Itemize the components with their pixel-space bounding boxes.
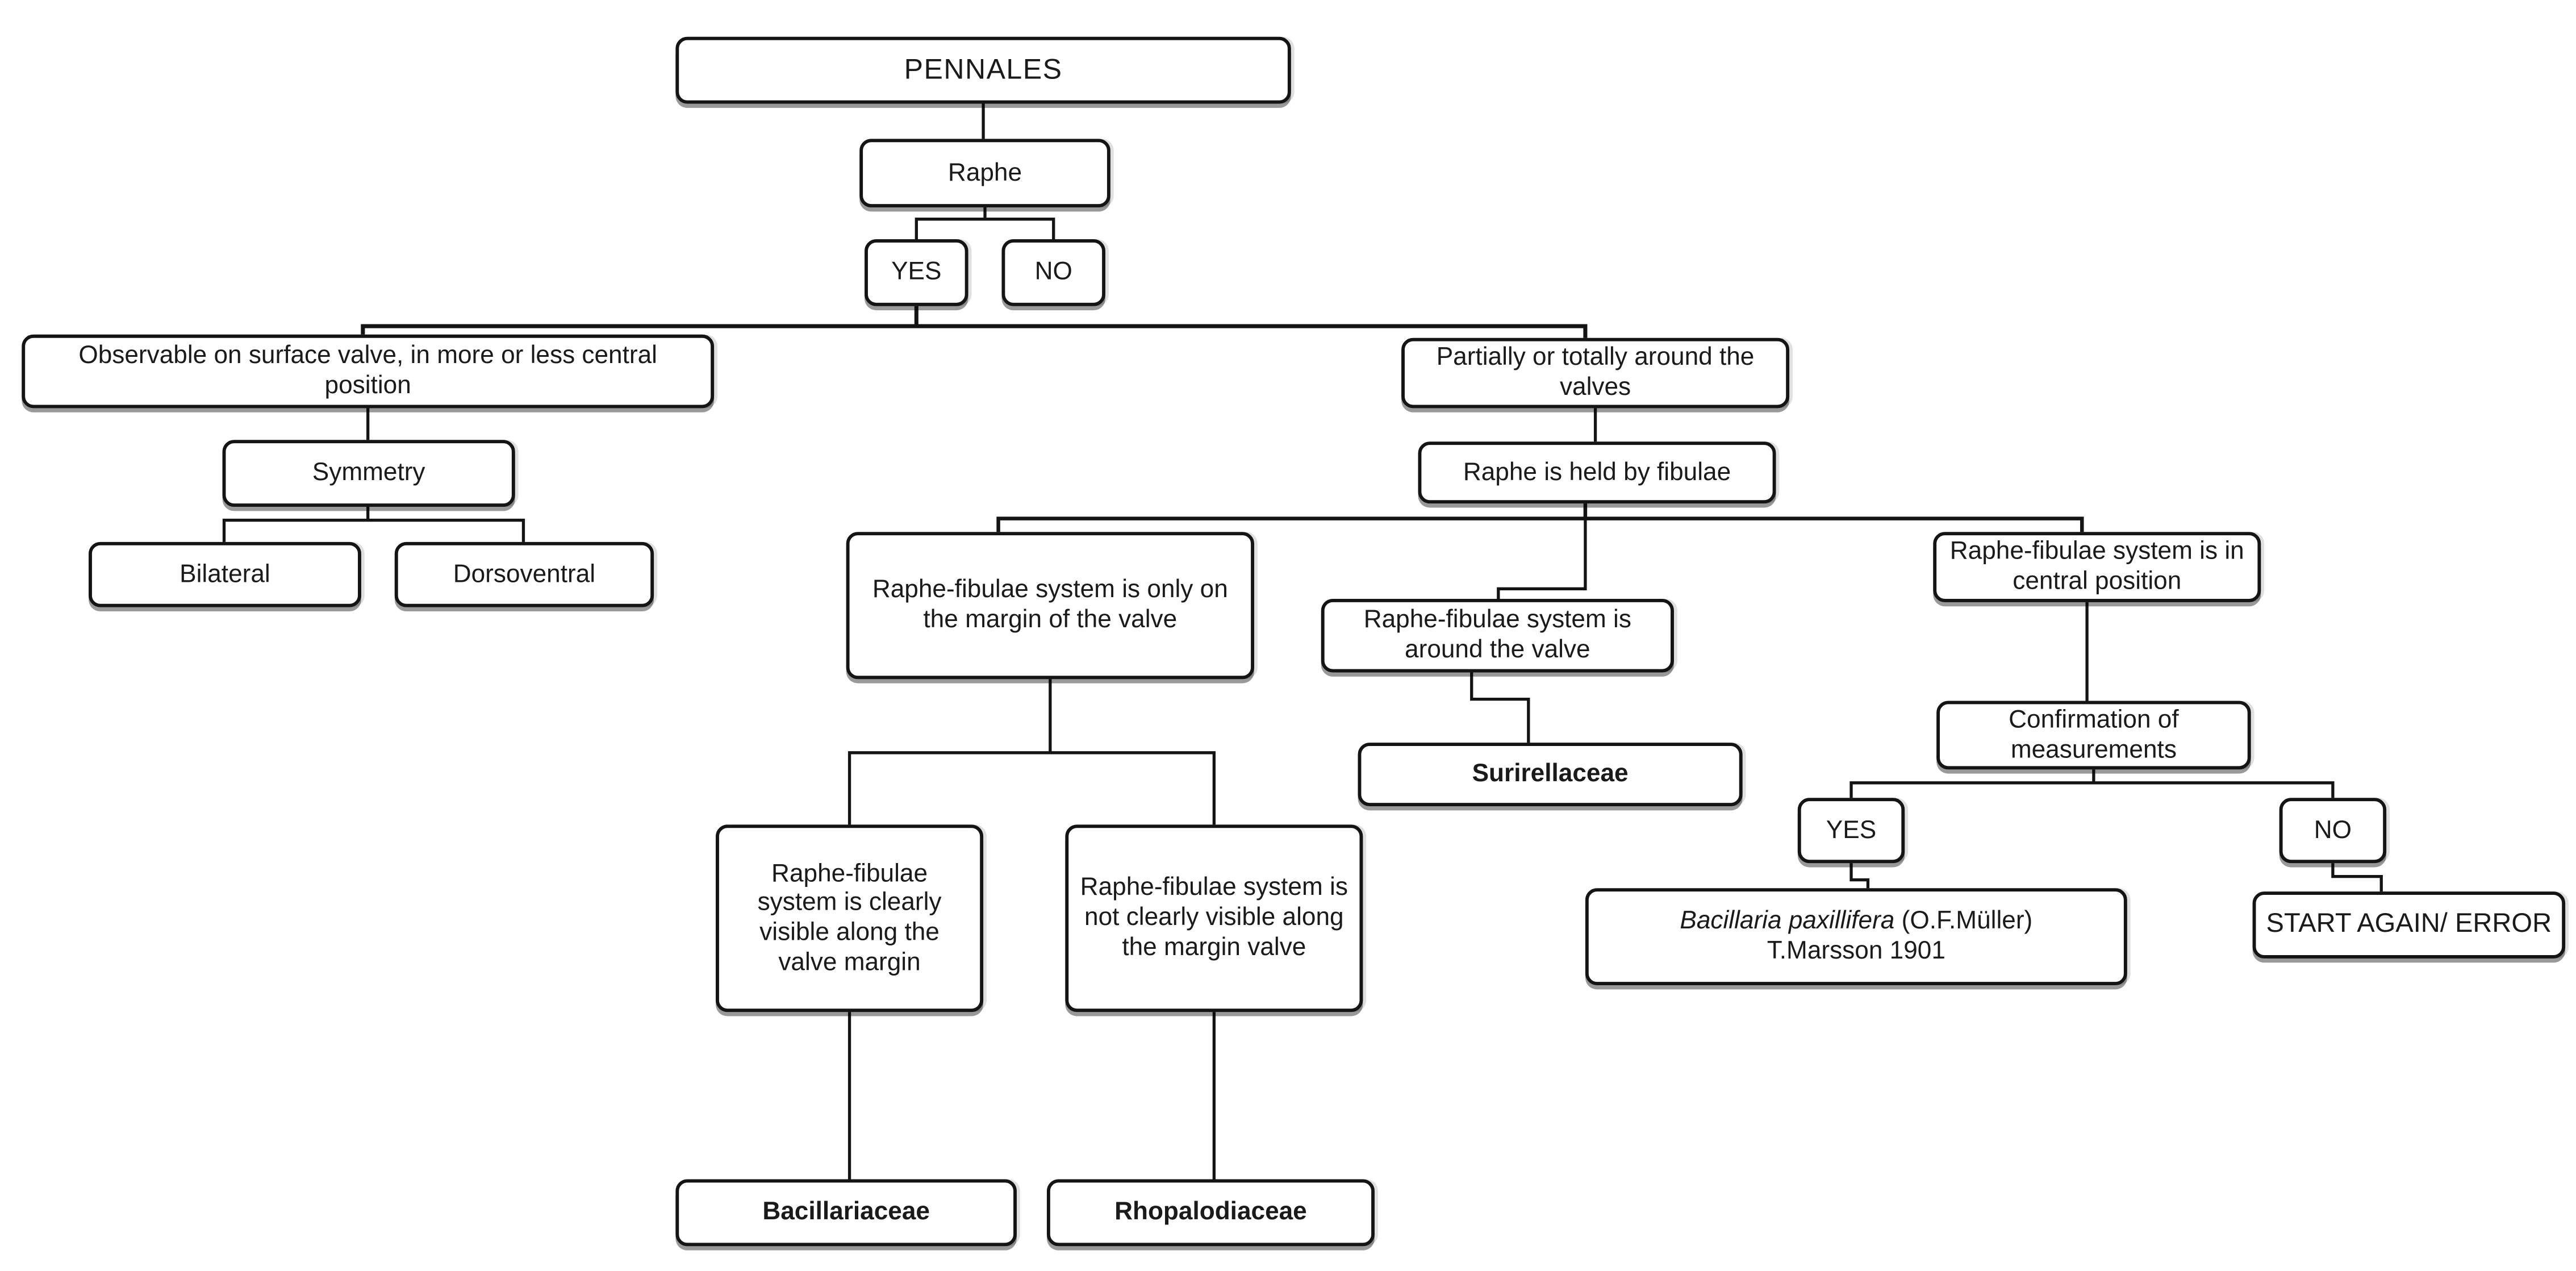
node-family-bacillariaceae: Bacillariaceae bbox=[675, 1180, 1017, 1247]
species-authority: (O.F.Müller) bbox=[1894, 907, 2033, 936]
node-confirmation-of-measurements: Confirmation of measurements bbox=[1936, 701, 2251, 770]
node-start-again-error: START AGAIN/ ERROR bbox=[2253, 891, 2566, 959]
node-observable-surface-valve: Observable on surface valve, in more or less central position bbox=[22, 335, 714, 409]
node-fibulae-margin-only: Raphe-fibulae system is only on the margin of the valve bbox=[846, 532, 1254, 679]
species-binomial: Bacillaria paxillifera bbox=[1680, 907, 1895, 936]
node-raphe: Raphe bbox=[859, 139, 1110, 207]
node-fibulae-not-clearly-visible: Raphe-fibulae system is not clearly visible along the margin valve bbox=[1065, 824, 1363, 1012]
node-family-rhopalodiaceae: Rhopalodiaceae bbox=[1047, 1180, 1375, 1247]
node-fibulae-around-valve: Raphe-fibulae system is around the valve bbox=[1321, 599, 1674, 673]
node-symmetry: Symmetry bbox=[223, 440, 515, 507]
node-raphe-yes: YES bbox=[865, 239, 968, 306]
node-confirm-no: NO bbox=[2279, 798, 2386, 863]
node-confirm-yes: YES bbox=[1798, 798, 1905, 863]
species-name-text bbox=[1680, 907, 2032, 966]
node-family-surirellaceae: Surirellaceae bbox=[1358, 743, 1743, 806]
node-species-bacillaria-paxillifera bbox=[1585, 888, 2127, 985]
node-dorsoventral: Dorsoventral bbox=[395, 542, 654, 607]
node-raphe-held-by-fibulae: Raphe is held by fibulae bbox=[1418, 441, 1776, 503]
node-fibulae-central-position: Raphe-fibulae system is in central position bbox=[1933, 532, 2261, 602]
node-partially-around-valves: Partially or totally around the valves bbox=[1401, 338, 1789, 409]
species-author-year: T.Marsson 1901 bbox=[1767, 936, 1945, 965]
node-pennales: PENNALES bbox=[675, 37, 1291, 104]
node-fibulae-clearly-visible: Raphe-fibulae system is clearly visible along the valve margin bbox=[716, 824, 983, 1012]
node-raphe-no: NO bbox=[1001, 239, 1105, 306]
node-bilateral: Bilateral bbox=[89, 542, 361, 607]
